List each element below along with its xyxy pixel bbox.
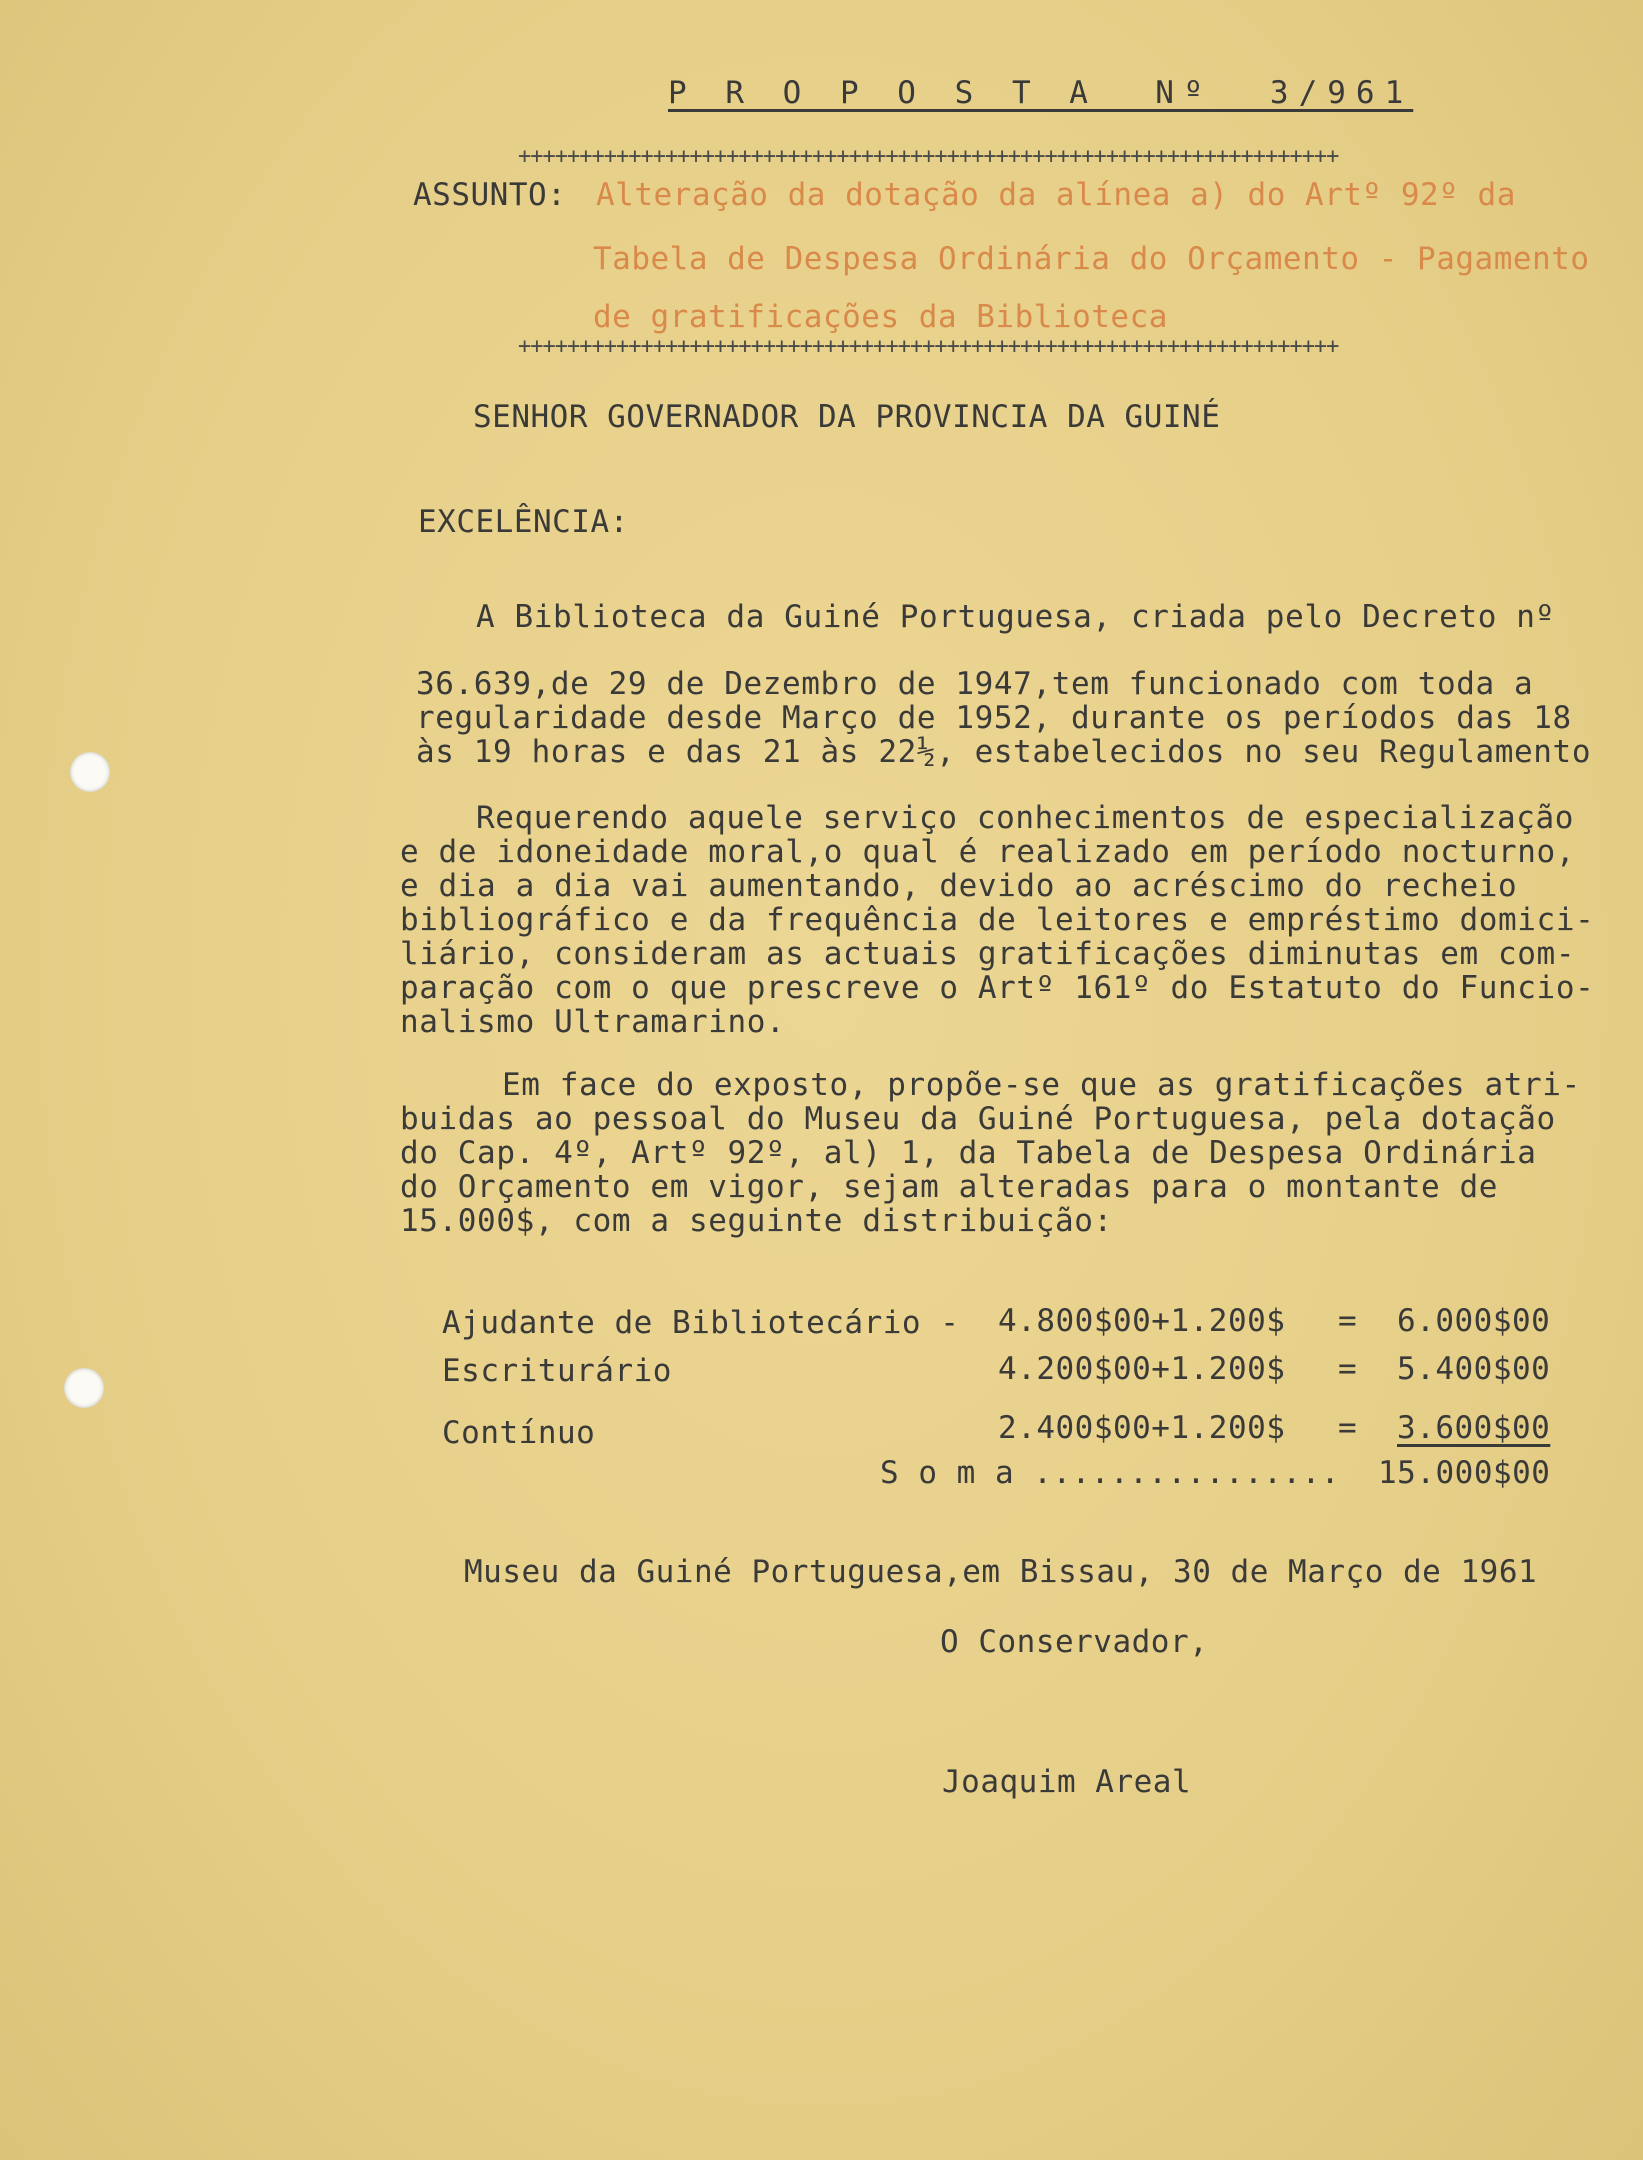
paragraph-1-line: A Biblioteca da Guiné Portuguesa, criada pelo Decreto nº	[476, 599, 1555, 635]
document-title: P R O P O S T A Nº 3/961	[668, 75, 1414, 111]
paragraph-3-line: do Orçamento em vigor, sejam alteradas para o montante de	[400, 1169, 1499, 1205]
row-role: Contínuo	[442, 1415, 596, 1451]
sum-total: 15.000$00	[1378, 1455, 1551, 1491]
paragraph-3-line: buidas ao pessoal do Museu da Guiné Portuguesa, pela dotação	[400, 1101, 1556, 1137]
paragraph-2-line: Requerendo aquele serviço conhecimentos de especialização	[476, 800, 1575, 836]
signer-title: O Conservador,	[940, 1624, 1209, 1660]
row-total: 3.600$00	[1397, 1410, 1551, 1446]
punch-hole-bottom	[64, 1368, 104, 1408]
row-calc: 4.800$00+1.200$	[998, 1303, 1286, 1339]
paragraph-2-line: liário, consideram as actuais gratificações diminutas em com-	[400, 936, 1576, 972]
paragraph-3-line: Em face do exposto, propõe-se que as gratificações atri-	[502, 1067, 1581, 1103]
row-calc: 2.400$00+1.200$	[998, 1410, 1286, 1446]
row-calc: 4.200$00+1.200$	[998, 1351, 1286, 1387]
addressee: SENHOR GOVERNADOR DA PROVINCIA DA GUINÉ	[473, 399, 1221, 435]
row-total: 5.400$00	[1397, 1351, 1551, 1387]
paragraph-2-line: bibliográfico e da frequência de leitores e empréstimo domici-	[400, 902, 1595, 938]
salutation: EXCELÊNCIA:	[418, 504, 629, 540]
paragraph-1-line: às 19 horas e das 21 às 22½, estabelecidos no seu Regulamento	[416, 734, 1592, 770]
paragraph-2-line: paração com o que prescreve o Artº 161º do Estatuto do Funcio-	[400, 970, 1595, 1006]
paragraph-2-line: nalismo Ultramarino.	[400, 1004, 786, 1040]
paragraph-1-line: 36.639,de 29 de Dezembro de 1947,tem funcionado com toda a	[416, 666, 1534, 702]
punch-hole-top	[70, 752, 110, 792]
sum-label: S o m a ................	[880, 1455, 1340, 1491]
paragraph-1-line: regularidade desde Março de 1952, durante os períodos das 18	[416, 700, 1572, 736]
paragraph-3-line: do Cap. 4º, Artº 92º, al) 1, da Tabela de Despesa Ordinária	[400, 1135, 1537, 1171]
separator-bottom: +++++++++++++++++++++++++++++++++++++++++++++++++++++++++++++++++++	[518, 335, 1339, 359]
paragraph-3-line: 15.000$, com a seguinte distribuição:	[400, 1203, 1113, 1239]
subject-line-3: de gratificações da Biblioteca	[593, 299, 1168, 335]
row-role: Ajudante de Bibliotecário -	[442, 1305, 960, 1341]
separator-top: +++++++++++++++++++++++++++++++++++++++++++++++++++++++++++++++++++	[518, 145, 1339, 169]
row-equals: =	[1338, 1303, 1358, 1339]
row-equals: =	[1338, 1410, 1358, 1446]
row-equals: =	[1338, 1351, 1358, 1387]
place-date: Museu da Guiné Portuguesa,em Bissau, 30 de Março de 1961	[464, 1554, 1538, 1590]
row-role: Escriturário	[442, 1353, 672, 1389]
paragraph-2-line: e dia a dia vai aumentando, devido ao acréscimo do recheio	[400, 868, 1518, 904]
paragraph-2-line: e de idoneidade moral,o qual é realizado em período nocturno,	[400, 834, 1576, 870]
subject-line-2: Tabela de Despesa Ordinária do Orçamento - Pagamento	[593, 241, 1590, 277]
signer-name: Joaquim Areal	[942, 1764, 1192, 1800]
subject-line-1: Alteração da dotação da alínea a) do Artº 92º da	[596, 177, 1516, 213]
row-total: 6.000$00	[1397, 1303, 1551, 1339]
subject-label: ASSUNTO:	[413, 177, 567, 213]
